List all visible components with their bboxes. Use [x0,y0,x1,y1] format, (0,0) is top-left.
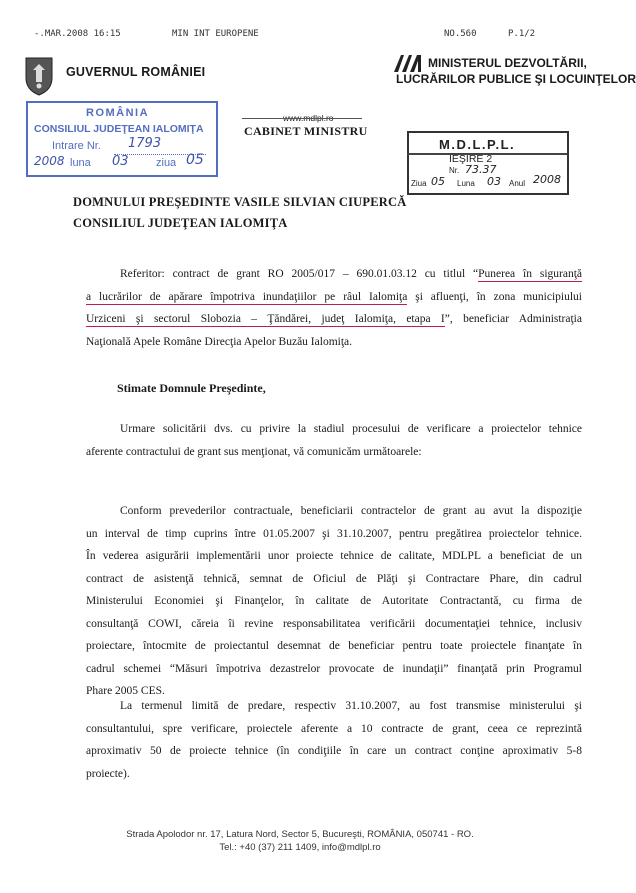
reference-text: ”, beneficiar Administraţia [444,313,582,325]
registration-stamp-right [407,131,569,195]
fax-sender: MIN INT EUROPENE [172,29,259,39]
fax-number: NO.560 [444,29,477,39]
recipient-institution: CONSILIUL JUDEŢEAN IALOMIŢA [73,216,288,230]
header-rule [242,118,362,119]
stamp-right-nr-value: 73.37 [465,163,497,176]
body2-line-4: proiecte). [86,767,130,780]
stamp-intrare-number: 1793 [128,136,162,151]
salutation: Stimate Domnule Preşedinte, [117,381,266,395]
body1-line-5: Ministerului Economiei şi Finanţelor, în calitate de Autoritate Contractantă, cu firma de [86,595,582,607]
body2-line-2: consultantului, spre verificare, proiectele aferente a 10 contracte de grant, ceea ce reprezintă [86,722,582,735]
body-paragraph-1 [86,500,582,703]
reference-line-2 [86,286,582,309]
body1-line-9: Phare 2005 CES. [86,685,165,697]
stamp-right-ziua-label: Ziua [411,179,427,188]
reference-line-3 [86,308,582,331]
reference-text: şi afluenţi, în zona municipiului [407,290,582,303]
stamp-ziua-value: 05 [186,152,204,168]
fax-page: P.1/2 [508,29,536,39]
intro-line-1 [86,418,582,441]
stamp-right-iesire: IEŞIRE 2 [449,153,493,165]
body1-line-1 [86,500,582,523]
footer-contact: Tel.: +40 (37) 211 1409, info@mdlpl.ro [219,842,381,853]
coat-of-arms-icon [22,56,56,96]
stamp-luna-value: 03 [112,154,129,169]
stamp-right-luna-value: 03 [487,175,501,188]
ministry-name-line2: LUCRĂRILOR PUBLICE ŞI LOCUINŢELOR [396,72,636,86]
underlined-title: Punerea în siguranţă [478,268,582,280]
body-paragraph-2 [86,695,582,785]
body1-line-7: proiectare, întocmite de proiectantul desemnat de beneficiar pentru toate proiectele finanţate în [86,640,582,652]
stamp-right-ziua-value: 05 [431,175,445,188]
stamp-luna-label: luna [70,157,91,169]
body-text: La termenul limită de predare, respectiv 31.10.2007, au fost transmise ministerului şi [120,700,582,712]
stamp-intrare-label: Intrare Nr. [52,140,101,152]
body-text: Conform prevederilor contractuale, beneficiarii contractelor de grant au avut la dispoziţie [120,505,582,517]
recipient-name: DOMNULUI PREŞEDINTE VASILE SILVIAN CIUPERCĂ [73,195,407,209]
footer-address: Strada Apolodor nr. 17, Latura Nord, Sector 5, Bucureşti, ROMÂNIA, 050741 - RO. [126,829,474,840]
department-title: CABINET MINISTRU [244,124,368,138]
stamp-right-luna-label: Luna [457,179,475,188]
reference-paragraph [86,263,582,353]
stamp-right-anul-value: 2008 [533,173,561,186]
fax-date-time: -.MAR.2008 16:15 [34,29,121,39]
body1-line-2: un interval de timp cuprins între 01.05.2007 şi 31.10.2007, pentru pregătirea proiectelor tehnice. [86,527,582,540]
intro-line-2: aferente contractului de grant sus menţionat, vă comunicăm următoarele: [86,445,422,458]
body1-line-8: cadrul schemei “Măsuri împotriva dezastrelor provocate de inundaţii” finanţată prin Programul [86,662,582,675]
stamp-ziua-label: ziua [156,157,177,169]
reference-text: Referitor: contract de grant RO 2005/017 – 690.01.03.12 cu titlul “ [120,268,479,280]
stamp-year: 2008 [34,154,65,168]
body1-line-4: contract de asistenţă tehnică, semnat de Oficiul de Plăţi şi Contractare Phare, din cadrul [86,572,582,585]
body1-line-3: În vederea asigurării implementării unor proiecte tehnice de calitate, MDLPL a beneficiat de un [86,550,582,562]
ministry-name-line1: MINISTERUL DEZVOLTĂRII, [428,56,587,70]
registration-stamp-left [26,101,218,177]
intro-paragraph [86,418,582,463]
underlined-title: Urziceni şi sectorul Slobozia – Ţăndărei, judeţ Ialomiţa, etapa I [86,313,445,325]
underlined-title: a lucrărilor de apărare împotriva inundaţiilor pe râul Ialomiţa [86,290,408,303]
ministry-logo-icon [392,52,426,74]
stamp-right-anul-label: Anul [509,179,526,188]
intro-text: Urmare solicitării dvs. cu privire la stadiul procesului de verificare a proiectelor tehnice [120,423,582,435]
body2-line-3: aproximativ 50 de proiecte tehnice (în condiţiile în care un contract conţine aproximativ 5-8 [86,745,582,757]
stamp-right-nr-label: Nr. [449,166,460,175]
ministry-website: www.mdlpl.ro [283,113,334,123]
government-title: GUVERNUL ROMÂNIEI [66,65,206,79]
stamp-institution: CONSILIUL JUDEŢEAN IALOMIŢA [34,123,204,135]
stamp-country: ROMÂNIA [86,107,150,119]
body2-line-1 [86,695,582,718]
reference-line-4: Naţională Apele Române Direcţia Apelor Buzău Ialomiţa. [86,335,353,348]
stamp-right-title: M.D.L.P.L. [439,137,516,152]
body1-line-6: consultanţă COWI, căreia îi revine responsabilitatea verificării documentaţiei tehnice, inclusiv [86,617,582,630]
reference-line-1 [86,263,582,286]
